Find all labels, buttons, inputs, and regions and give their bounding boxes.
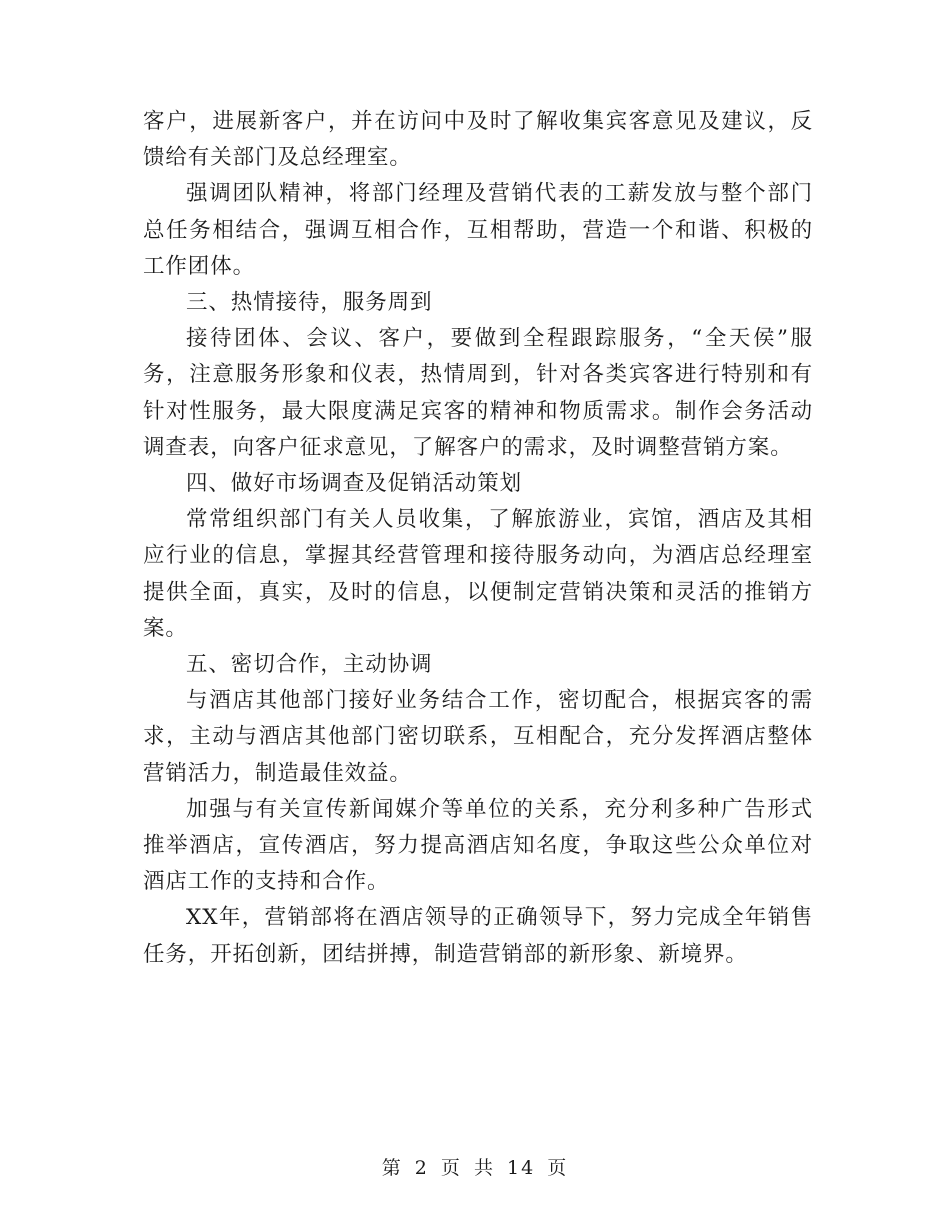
section-heading-3: 三、热情接待，服务周到 xyxy=(186,290,433,316)
paragraph-2: 强调团队精神，将部门经理及营销代表的工薪发放与整个部门总任务相结合，强调互相合作，互相帮助，营造一个和谐、积极的工作团体。 xyxy=(143,181,813,279)
paragraph-4: 接待团体、会议、客户，要做到全程跟踪服务，“全天侯”服务，注意服务形象和仪表，热情周到，针对各类宾客进行特别和有针对性服务，最大限度满足宾客的精神和物质需求。制作会务活动调查表，向客户征求意见，了解客户的需求，及时调整营销方案。 xyxy=(143,326,813,460)
paragraph-1: 客户，进展新客户，并在访问中及时了解收集宾客意见及建议，反馈给有关部门及总经理室。 xyxy=(143,109,813,171)
paragraph-8: 与酒店其他部门接好业务结合工作，密切配合，根据宾客的需求，主动与酒店其他部门密切联系，互相配合，充分发挥酒店整体营销活力，制造最佳效益。 xyxy=(143,688,813,786)
paragraph-9: 加强与有关宣传新闻媒介等单位的关系，充分利多种广告形式推举酒店，宣传酒店，努力提高酒店知名度，争取这些公众单位对酒店工作的支持和合作。 xyxy=(143,796,813,895)
section-heading-5: 五、密切合作，主动协调 xyxy=(186,652,433,678)
footer-current-page: 2 xyxy=(414,1157,429,1179)
section-heading-4: 四、做好市场调查及促销活动策划 xyxy=(186,471,523,497)
footer-suffix: 页 xyxy=(547,1157,569,1179)
paragraph-6: 常常组织部门有关人员收集，了解旅游业，宾馆，酒店及其相应行业的信息，掌握其经营管理和接待服务动向，为酒店总经理室提供全面，真实，及时的信息，以便制定营销决策和灵活的推销方案。 xyxy=(143,507,813,641)
footer-prefix: 第 xyxy=(381,1157,403,1179)
footer-page-word: 页 xyxy=(440,1157,462,1179)
footer-total-word: 共 xyxy=(473,1157,495,1179)
document-body xyxy=(143,104,813,973)
footer-total-pages: 14 xyxy=(507,1157,536,1179)
page-footer xyxy=(0,1153,950,1180)
paragraph-10: XX年，营销部将在酒店领导的正确领导下，努力完成全年销售任务，开拓创新，团结拼搏，制造营销部的新形象、新境界。 xyxy=(143,905,813,967)
